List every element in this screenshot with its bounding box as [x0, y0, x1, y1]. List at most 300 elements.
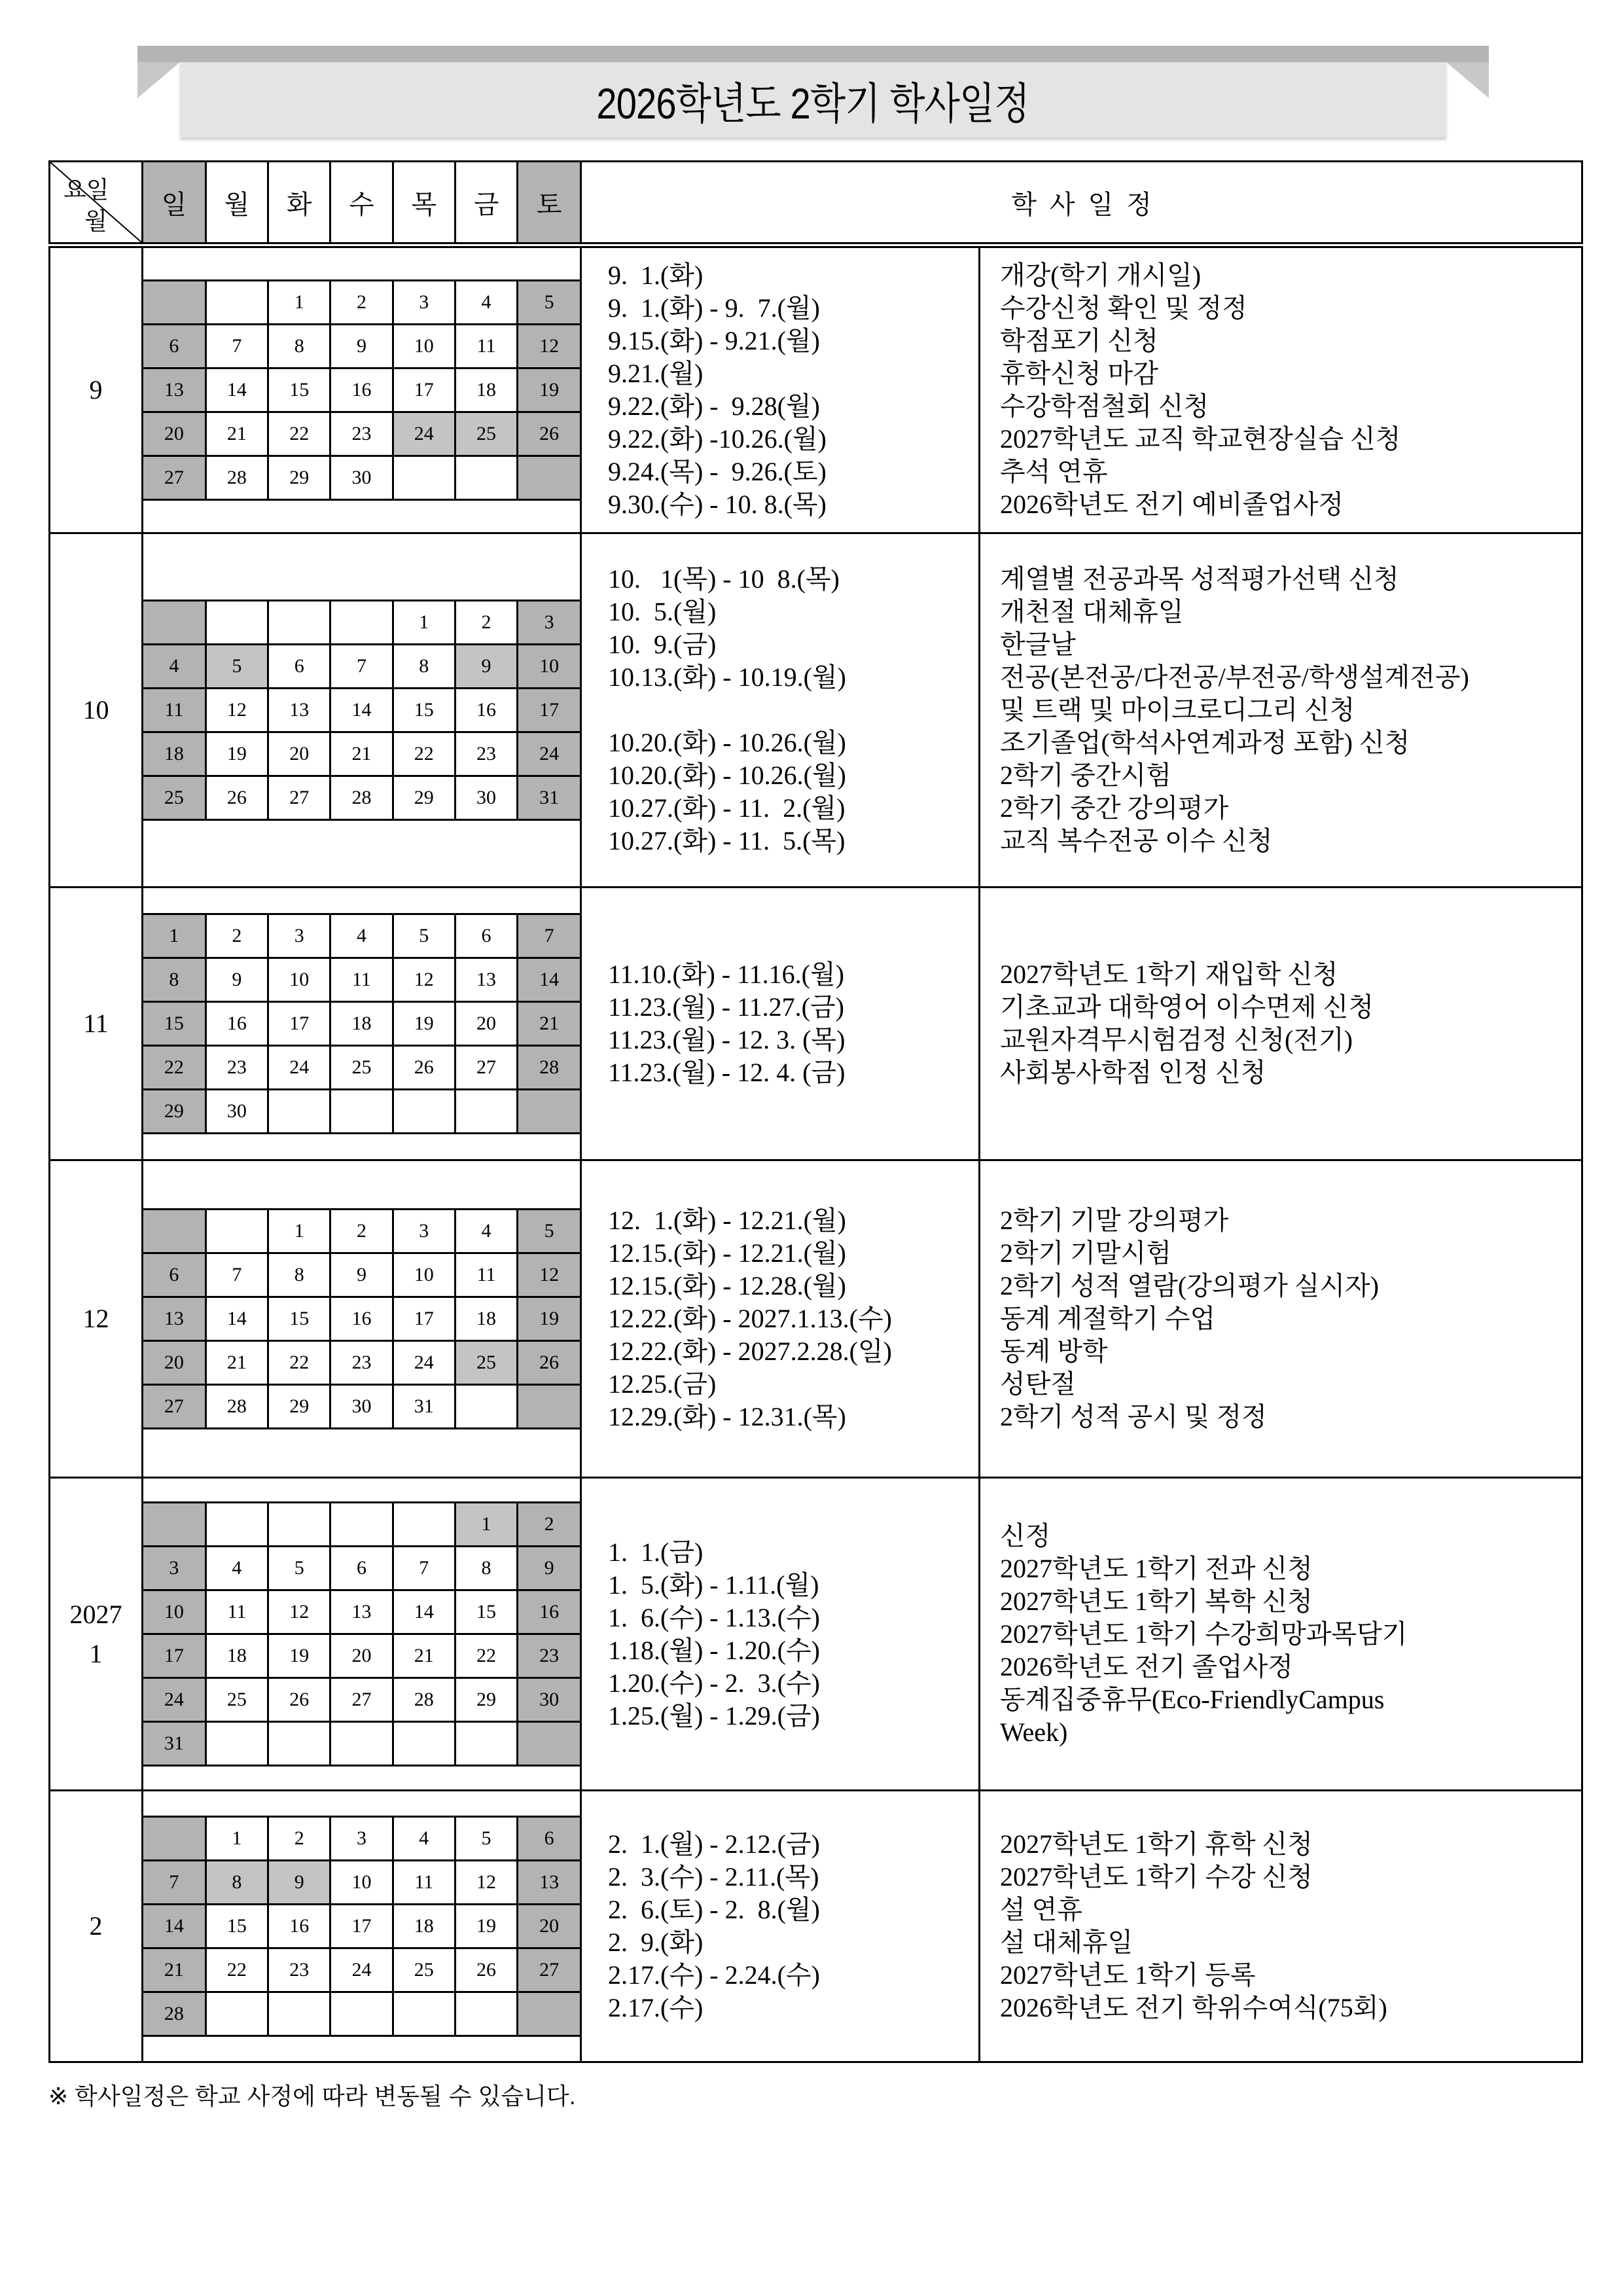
calendar-day: 20 — [143, 412, 205, 456]
event-item: 2027학년도 교직 학교현장실습 신청 — [1000, 424, 1401, 454]
date-range: 9.22.(화) -10.26.(월) — [608, 424, 827, 454]
month-calendar — [143, 888, 581, 1160]
date-range: 12. 1.(화) - 12.21.(월) — [608, 1206, 846, 1235]
calendar-day: 5 — [455, 1817, 517, 1861]
date-list — [581, 533, 980, 888]
calendar-day: 15 — [268, 1297, 330, 1341]
weekday-5: 금 — [455, 162, 517, 242]
calendar-day: 23 — [205, 1046, 268, 1090]
calendar-day: 16 — [455, 689, 517, 732]
month-label: 2 — [50, 1791, 143, 2062]
calendar-day — [330, 1722, 393, 1766]
calendar-day: 28 — [518, 1046, 580, 1090]
calendar-day: 7 — [205, 325, 268, 368]
date-range: 12.15.(화) - 12.21.(월) — [608, 1238, 846, 1268]
calendar-day: 13 — [455, 958, 517, 1002]
date-range: 2.17.(수) — [608, 1993, 704, 2022]
calendar-day: 12 — [518, 1253, 580, 1297]
calendar-day — [205, 1503, 268, 1547]
calendar-day: 9 — [330, 325, 393, 368]
calendar-day: 18 — [205, 1634, 268, 1678]
date-list — [581, 1791, 980, 2062]
month-row — [50, 533, 1582, 888]
calendar-day: 13 — [268, 689, 330, 732]
calendar-day: 4 — [143, 645, 205, 689]
calendar-day: 12 — [268, 1590, 330, 1634]
calendar-day: 30 — [518, 1678, 580, 1722]
calendar-day: 1 — [205, 1817, 268, 1861]
calendar-day: 2 — [518, 1503, 580, 1547]
calendar-day: 1 — [455, 1503, 517, 1547]
calendar-day: 15 — [268, 368, 330, 412]
calendar-day: 16 — [205, 1002, 268, 1046]
calendar-day: 11 — [330, 958, 393, 1002]
calendar-day — [205, 1210, 268, 1253]
date-list — [581, 888, 980, 1160]
date-range: 9.30.(수) - 10. 8.(목) — [608, 490, 827, 519]
event-item: 사회봉사학점 인정 신청 — [1000, 1058, 1266, 1087]
calendar-day: 26 — [393, 1046, 455, 1090]
calendar-day — [393, 1090, 455, 1134]
calendar-day: 17 — [393, 368, 455, 412]
calendar-day: 14 — [205, 1297, 268, 1341]
calendar-day — [455, 1385, 517, 1429]
calendar-day: 20 — [330, 1634, 393, 1678]
date-range: 11.23.(월) - 12. 3. (목) — [608, 1025, 846, 1054]
calendar-day — [205, 281, 268, 325]
event-item: 2027학년도 1학기 수강희망과목담기 — [1000, 1619, 1408, 1649]
calendar-day: 21 — [205, 412, 268, 456]
event-item: 추석 연휴 — [1000, 457, 1108, 486]
title-banner-right — [1446, 62, 1489, 98]
event-item: 2학기 성적 열람(강의평가 실시자) — [1000, 1271, 1379, 1300]
calendar-day: 7 — [393, 1547, 455, 1590]
date-range: 1.18.(월) - 1.20.(수) — [608, 1635, 820, 1665]
calendar-day: 13 — [143, 1297, 205, 1341]
calendar-day: 8 — [393, 645, 455, 689]
calendar-day: 8 — [268, 1253, 330, 1297]
calendar-day: 2 — [268, 1817, 330, 1861]
calendar-day: 28 — [393, 1678, 455, 1722]
calendar-day: 4 — [205, 1547, 268, 1590]
calendar-day: 5 — [205, 645, 268, 689]
event-item: 전공(본전공/다전공/부전공/학생설계전공) — [1000, 662, 1469, 692]
event-item: 2026학년도 전기 학위수여식(75회) — [1000, 1993, 1387, 2022]
calendar-day: 27 — [455, 1046, 517, 1090]
calendar-day: 16 — [518, 1590, 580, 1634]
weekday-1: 월 — [205, 162, 268, 242]
calendar-day — [455, 1722, 517, 1766]
calendar-day: 10 — [143, 1590, 205, 1634]
calendar-day: 20 — [143, 1341, 205, 1385]
calendar-day: 9 — [330, 1253, 393, 1297]
calendar-day — [518, 1992, 580, 2036]
calendar-day: 29 — [268, 456, 330, 500]
calendar-day — [205, 601, 268, 645]
calendar-day: 2 — [330, 1210, 393, 1253]
calendar-day: 30 — [330, 456, 393, 500]
calendar-day: 23 — [455, 732, 517, 776]
event-item: 동계 방학 — [1000, 1336, 1108, 1366]
corner-month-label: 월 — [84, 208, 107, 234]
calendar-day: 4 — [455, 1210, 517, 1253]
event-item: 2027학년도 1학기 휴학 신청 — [1000, 1829, 1313, 1859]
date-range: 1.20.(수) - 2. 3.(수) — [608, 1668, 820, 1698]
date-range: 10. 9.(금) — [608, 630, 717, 659]
calendar-day: 11 — [393, 1861, 455, 1905]
date-range: 2. 9.(화) — [608, 1928, 704, 1957]
calendar-day: 9 — [205, 958, 268, 1002]
calendar-day: 23 — [268, 1948, 330, 1992]
calendar-day: 1 — [143, 914, 205, 958]
event-item: 조기졸업(학석사연계과정 포함) 신청 — [1000, 728, 1410, 757]
event-list — [980, 245, 1582, 533]
weekday-6: 토 — [518, 162, 580, 242]
calendar-day: 29 — [268, 1385, 330, 1429]
calendar-day: 11 — [455, 325, 517, 368]
corner-cell — [50, 162, 143, 245]
calendar-day — [393, 456, 455, 500]
calendar-day: 17 — [518, 689, 580, 732]
calendar-day: 8 — [205, 1861, 268, 1905]
calendar-day: 29 — [393, 776, 455, 820]
event-item: 학점포기 신청 — [1000, 326, 1158, 355]
calendar-day: 21 — [143, 1948, 205, 1992]
calendar-day — [268, 1992, 330, 2036]
weekday-0: 일 — [143, 162, 205, 242]
calendar-day: 24 — [518, 732, 580, 776]
calendar-day: 21 — [393, 1634, 455, 1678]
event-item: Week) — [1000, 1717, 1068, 1747]
date-range: 11.10.(화) - 11.16.(월) — [608, 960, 844, 989]
calendar-day: 2 — [205, 914, 268, 958]
event-item: 동계집중휴무(Eco-FriendlyCampus — [1000, 1684, 1385, 1714]
calendar-day — [143, 601, 205, 645]
event-list — [980, 1791, 1582, 2062]
calendar-day: 2 — [330, 281, 393, 325]
date-range: 10. 5.(월) — [608, 597, 717, 626]
calendar-day: 12 — [205, 689, 268, 732]
date-range: 12.25.(금) — [608, 1369, 717, 1399]
calendar-day: 6 — [455, 914, 517, 958]
calendar-day: 28 — [143, 1992, 205, 2036]
calendar-day — [518, 1385, 580, 1429]
calendar-day: 5 — [518, 1210, 580, 1253]
calendar-day — [393, 1722, 455, 1766]
date-range: 9.21.(월) — [608, 359, 704, 388]
calendar-day — [455, 1090, 517, 1134]
month-calendar — [143, 1478, 581, 1791]
calendar-day: 3 — [518, 601, 580, 645]
date-range: 12.22.(화) - 2027.2.28.(일) — [608, 1336, 892, 1366]
event-item: 수강학점철회 신청 — [1000, 391, 1209, 421]
calendar-day: 3 — [143, 1547, 205, 1590]
date-range: 9.24.(목) - 9.26.(토) — [608, 457, 827, 486]
calendar-day: 20 — [268, 732, 330, 776]
calendar-day: 10 — [393, 325, 455, 368]
calendar-day: 18 — [393, 1905, 455, 1948]
calendar-day: 22 — [455, 1634, 517, 1678]
event-item: 성탄절 — [1000, 1369, 1076, 1399]
calendar-day: 19 — [205, 732, 268, 776]
calendar-day: 6 — [143, 1253, 205, 1297]
date-range: 11.23.(월) - 12. 4. (금) — [608, 1058, 846, 1087]
calendar-day: 8 — [455, 1547, 517, 1590]
calendar-day — [143, 1210, 205, 1253]
calendar-day: 5 — [518, 281, 580, 325]
month-row — [50, 1478, 1582, 1791]
month-label: 11 — [50, 888, 143, 1160]
calendar-day: 8 — [268, 325, 330, 368]
date-range: 9. 1.(화) - 9. 7.(월) — [608, 293, 820, 323]
calendar-day: 7 — [330, 645, 393, 689]
calendar-day: 17 — [143, 1634, 205, 1678]
calendar-day: 26 — [205, 776, 268, 820]
date-range: 12.15.(화) - 12.28.(월) — [608, 1271, 846, 1300]
event-item: 2027학년도 1학기 전과 신청 — [1000, 1553, 1313, 1583]
date-range: 10.13.(화) - 10.19.(월) — [608, 662, 846, 692]
calendar-day: 10 — [268, 958, 330, 1002]
calendar-day: 23 — [330, 412, 393, 456]
calendar-day: 31 — [143, 1722, 205, 1766]
calendar-day: 9 — [268, 1861, 330, 1905]
calendar-day: 4 — [393, 1817, 455, 1861]
calendar-day — [518, 1722, 580, 1766]
calendar-day — [143, 281, 205, 325]
calendar-day: 12 — [518, 325, 580, 368]
calendar-day: 22 — [143, 1046, 205, 1090]
calendar-day — [455, 1992, 517, 2036]
calendar-day — [330, 1503, 393, 1547]
calendar-day: 18 — [143, 732, 205, 776]
calendar-day: 25 — [143, 776, 205, 820]
calendar-day: 19 — [455, 1905, 517, 1948]
calendar-day: 3 — [268, 914, 330, 958]
calendar-day — [330, 1992, 393, 2036]
calendar-day: 10 — [393, 1253, 455, 1297]
date-range: 10.27.(화) - 11. 2.(월) — [608, 793, 846, 823]
calendar-day: 3 — [330, 1817, 393, 1861]
calendar-day: 26 — [268, 1678, 330, 1722]
calendar-day: 22 — [393, 732, 455, 776]
calendar-day: 20 — [455, 1002, 517, 1046]
date-range: 1. 6.(수) - 1.13.(수) — [608, 1602, 820, 1632]
calendar-day: 22 — [205, 1948, 268, 1992]
calendar-day: 15 — [393, 689, 455, 732]
calendar-day: 1 — [393, 601, 455, 645]
title-banner-top — [137, 46, 1489, 63]
calendar-day: 10 — [330, 1861, 393, 1905]
calendar-day: 2 — [455, 601, 517, 645]
calendar-day: 4 — [455, 281, 517, 325]
calendar-day: 14 — [330, 689, 393, 732]
calendar-day: 16 — [330, 368, 393, 412]
calendar-day: 15 — [455, 1590, 517, 1634]
event-item: 계열별 전공과목 성적평가선택 신청 — [1000, 564, 1399, 594]
calendar-day: 25 — [393, 1948, 455, 1992]
calendar-day: 20 — [518, 1905, 580, 1948]
calendar-day: 3 — [393, 1210, 455, 1253]
calendar-day: 19 — [268, 1634, 330, 1678]
event-item: 기초교과 대학영어 이수면제 신청 — [1000, 992, 1374, 1022]
month-row — [50, 1791, 1582, 2062]
calendar-day: 30 — [205, 1090, 268, 1134]
calendar-day: 27 — [330, 1678, 393, 1722]
date-range: 2. 3.(수) - 2.11.(목) — [608, 1862, 819, 1892]
calendar-day: 5 — [268, 1547, 330, 1590]
event-item: 설 연휴 — [1000, 1895, 1082, 1924]
calendar-day: 30 — [455, 776, 517, 820]
month-label: 9 — [50, 245, 143, 533]
date-range: 9.22.(화) - 9.28(월) — [608, 391, 820, 421]
calendar-day: 15 — [143, 1002, 205, 1046]
calendar-day: 6 — [268, 645, 330, 689]
event-list — [980, 1478, 1582, 1791]
calendar-day: 27 — [143, 1385, 205, 1429]
calendar-day — [205, 1992, 268, 2036]
event-item: 교원자격무시험검정 신청(전기) — [1000, 1025, 1353, 1054]
month-row — [50, 245, 1582, 533]
calendar-day: 6 — [143, 325, 205, 368]
date-list — [581, 1478, 980, 1791]
calendar-day: 6 — [330, 1547, 393, 1590]
calendar-day: 17 — [268, 1002, 330, 1046]
calendar-day: 26 — [455, 1948, 517, 1992]
calendar-day: 28 — [330, 776, 393, 820]
calendar-day: 13 — [143, 368, 205, 412]
calendar-day: 24 — [330, 1948, 393, 1992]
event-list — [980, 888, 1582, 1160]
weekday-2: 화 — [268, 162, 330, 242]
calendar-day — [518, 456, 580, 500]
calendar-day: 24 — [393, 412, 455, 456]
event-item: 2학기 기말시험 — [1000, 1238, 1171, 1268]
calendar-day: 18 — [455, 368, 517, 412]
calendar-day: 18 — [330, 1002, 393, 1046]
event-item: 교직 복수전공 이수 신청 — [1000, 826, 1273, 855]
calendar-day: 19 — [393, 1002, 455, 1046]
date-range: 2. 1.(월) - 2.12.(금) — [608, 1829, 820, 1859]
calendar-day: 9 — [518, 1547, 580, 1590]
calendar-day: 30 — [330, 1385, 393, 1429]
calendar-day: 31 — [518, 776, 580, 820]
weekday-3: 수 — [330, 162, 393, 242]
calendar-day: 24 — [268, 1046, 330, 1090]
month-calendar — [143, 1160, 581, 1478]
calendar-day — [393, 1992, 455, 2036]
calendar-day: 4 — [330, 914, 393, 958]
calendar-day: 22 — [268, 412, 330, 456]
event-item: 수강신청 확인 및 정정 — [1000, 293, 1247, 323]
calendar-day — [268, 1722, 330, 1766]
event-item: 2027학년도 1학기 등록 — [1000, 1960, 1256, 1990]
calendar-day: 23 — [330, 1341, 393, 1385]
date-range: 12.29.(화) - 12.31.(목) — [608, 1402, 846, 1431]
month-calendar — [143, 245, 581, 533]
date-list — [581, 1160, 980, 1478]
footnote: ※ 학사일정은 학교 사정에 따라 변동될 수 있습니다. — [48, 2083, 576, 2109]
calendar-day: 29 — [455, 1678, 517, 1722]
date-range: 10.20.(화) - 10.26.(월) — [608, 761, 846, 790]
calendar-day: 8 — [143, 958, 205, 1002]
schedule-header: 학 사 일 정 — [581, 162, 1582, 245]
calendar-day: 13 — [330, 1590, 393, 1634]
calendar-day: 7 — [518, 914, 580, 958]
calendar-day: 21 — [330, 732, 393, 776]
calendar-day: 26 — [518, 412, 580, 456]
calendar-day: 25 — [205, 1678, 268, 1722]
event-list — [980, 1160, 1582, 1478]
calendar-day: 16 — [330, 1297, 393, 1341]
calendar-day: 31 — [393, 1385, 455, 1429]
event-item: 2학기 기말 강의평가 — [1000, 1206, 1229, 1235]
calendar-day: 22 — [268, 1341, 330, 1385]
month-calendar — [143, 533, 581, 888]
event-list — [980, 533, 1582, 888]
month-row — [50, 888, 1582, 1160]
event-item: 동계 계절학기 수업 — [1000, 1304, 1216, 1333]
page-title: 2026학년도 2학기 학사일정 — [596, 79, 1030, 128]
calendar-day — [518, 1090, 580, 1134]
date-range: 10.27.(화) - 11. 5.(목) — [608, 826, 846, 855]
event-item: 개강(학기 개시일) — [1000, 260, 1202, 290]
calendar-day: 14 — [393, 1590, 455, 1634]
event-item: 2027학년도 1학기 수강 신청 — [1000, 1862, 1313, 1892]
calendar-day: 6 — [518, 1817, 580, 1861]
event-item: 및 트랙 및 마이크로디그리 신청 — [1000, 695, 1355, 725]
calendar-day — [143, 1817, 205, 1861]
calendar-day: 21 — [518, 1002, 580, 1046]
calendar-day: 14 — [143, 1905, 205, 1948]
weekday-4: 목 — [393, 162, 455, 242]
date-range: 1. 5.(화) - 1.11.(월) — [608, 1570, 819, 1600]
calendar-day — [455, 456, 517, 500]
event-item: 2학기 성적 공시 및 정정 — [1000, 1402, 1267, 1431]
date-range: 2.17.(수) - 2.24.(수) — [608, 1960, 820, 1990]
event-item: 2026학년도 전기 예비졸업사정 — [1000, 490, 1344, 519]
schedule-table — [48, 160, 1583, 2063]
calendar-day: 12 — [393, 958, 455, 1002]
calendar-day: 17 — [330, 1905, 393, 1948]
calendar-day: 11 — [455, 1253, 517, 1297]
calendar-day — [143, 1503, 205, 1547]
calendar-day — [268, 601, 330, 645]
calendar-day: 27 — [518, 1948, 580, 1992]
calendar-day: 19 — [518, 1297, 580, 1341]
calendar-day: 23 — [518, 1634, 580, 1678]
calendar-day: 28 — [205, 1385, 268, 1429]
date-range: 11.23.(월) - 11.27.(금) — [608, 992, 844, 1022]
event-item: 신정 — [1000, 1520, 1051, 1551]
calendar-day: 28 — [205, 456, 268, 500]
calendar-day: 24 — [143, 1678, 205, 1722]
calendar-day: 25 — [455, 1341, 517, 1385]
calendar-day — [205, 1722, 268, 1766]
calendar-day: 1 — [268, 281, 330, 325]
date-range: 2. 6.(토) - 2. 8.(월) — [608, 1895, 820, 1924]
event-item: 2026학년도 전기 졸업사정 — [1000, 1651, 1293, 1681]
weekday-header — [143, 162, 581, 245]
calendar-day: 29 — [143, 1090, 205, 1134]
date-range: 1. 1.(금) — [608, 1537, 704, 1567]
date-range — [608, 694, 978, 726]
calendar-day: 13 — [518, 1861, 580, 1905]
calendar-day: 5 — [393, 914, 455, 958]
title-banner-left — [137, 62, 180, 98]
calendar-day: 9 — [455, 645, 517, 689]
date-range: 9. 1.(화) — [608, 260, 704, 290]
date-range: 9.15.(화) - 9.21.(월) — [608, 326, 820, 355]
